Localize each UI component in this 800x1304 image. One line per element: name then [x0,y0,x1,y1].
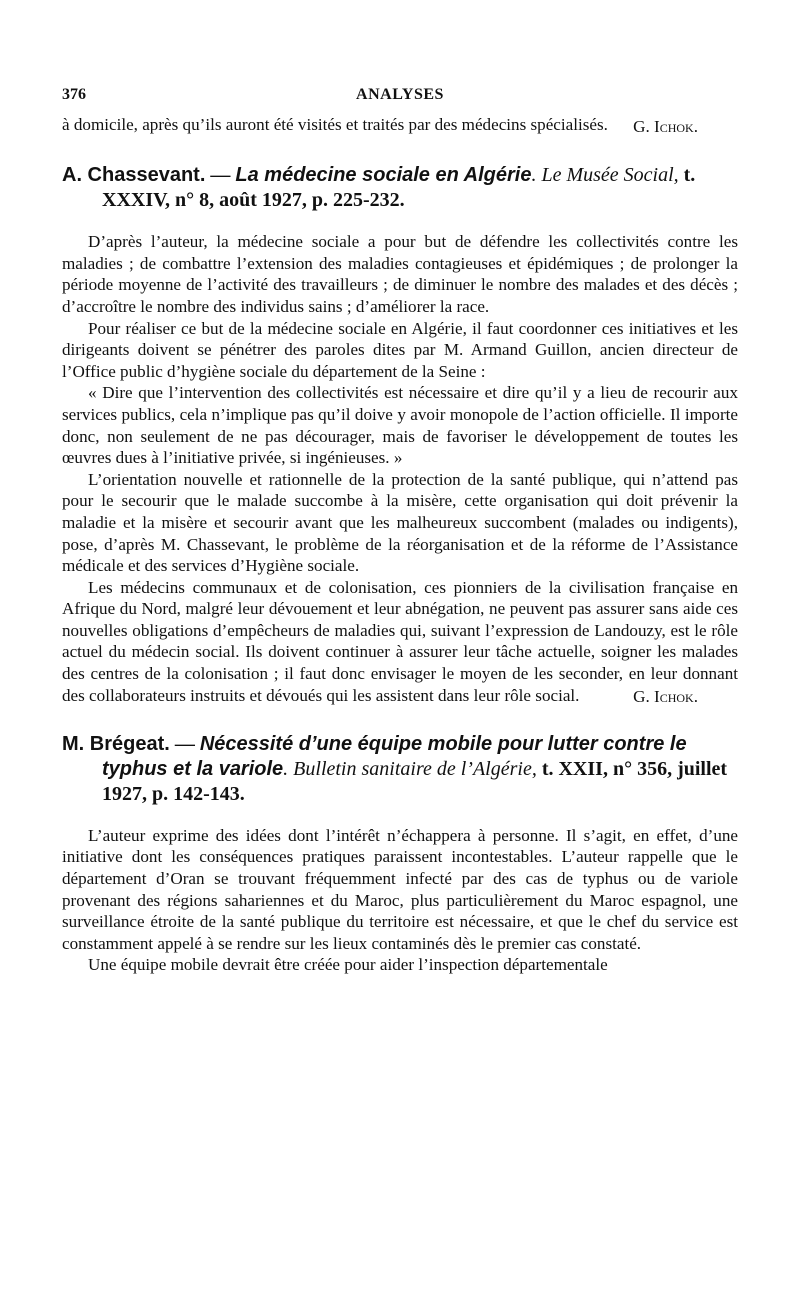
article-2-dash: — [169,732,200,755]
article-1-paragraph-1: D’après l’auteur, la médecine sociale a pour but de défendre les collectivités contre les maladies ; de combattre l’extension des maladies contagieuses et épidémiques ; de prolonger la période moyenne de l’activité des travailleurs ; de diminuer le nombre des malades et des décès ; d’accroître le nombre des individus sains ; d’améliorer la race. [62,232,738,316]
page-number: 376 [62,86,86,103]
article-1-reference: t. XXXIV, n° 8, août 1927, p. 225-232. [102,164,696,212]
article-1 [62,163,738,708]
article-1-paragraph-3: L’orientation nouvelle et rationnelle de la protection de la santé publique, qui n’attend pas pour le secourir que le malade succombe à la misère, cette organisation qui doit prévenir la maladie et la misère et secourir avant que les malheureux succombent (malades ou indigents), pose, d’après M. Chassevant, le problème de la réorganisation et de la réforme de l’Assistance médicale et des services d’Hygiène sociale. [62,469,738,576]
article-2-title: Nécessité d’une équipe mobile pour lutter contre le typhus et la variole [102,732,687,780]
article-1-paragraph-2: Pour réaliser ce but de la médecine sociale en Algérie, il faut coordonner ces initiatives et les dirigeants doivent se pénétrer des paroles dites par M. Armand Guillon, ancien directeur de l’Office public d’hygiène sociale du département de la Seine : [62,318,738,381]
intro-paragraph: à domicile, après qu’ils auront été visités et traités par des médecins spécialisés. [62,115,608,134]
article-1-paragraph-4: Les médecins communaux et de colonisation, ces pionniers de la civilisation française en Afrique du Nord, malgré leur dévouement et leur abnégation, ne peuvent pas assurer sans aide ces nouvelles obligations d’empêcheurs de maladies qui, suivant l’expression de Landouzy, est le rôle actuel du médecin social. Ils doivent continuer à assurer leur tâche actuelle, soigner les malades des centres de la colonisation ; il faut donc envisager le moyen de les seconder, en leur donnant des collaborateurs instruits et dévoués qui les assistent dans leur rôle social. [62,577,738,705]
document-page [62,84,738,976]
article-1-signature: G. Ichok. [633,687,698,707]
article-1-dash: — [205,164,236,187]
intro-signature: G. Ichok. [633,116,698,136]
article-2-author: M. Brégeat. [62,732,170,755]
article-1-title: La médecine sociale en Algérie [235,164,532,187]
article-2-paragraph-1: L’auteur exprime des idées dont l’intérêt n’échappera à personne. Il s’agit, en effet, d’une initiative dont les conséquences pratiques paraissent incontestables. L’auteur rappelle que le département d’Oran se trouvant fréquemment infecté par des cas de typhus ou de variole provenant des régions sahariennes et du Maroc, plus particulièrement du Maroc espagnol, une surveillance étroite de la santé publique du territoire est nécessaire, et que le chef du service est constamment appelé à se rendre sur les lieux contaminés dès le premier cas constaté. [62,825,738,953]
running-header [62,84,738,114]
running-title: ANALYSES [356,86,444,103]
article-1-heading [62,163,738,213]
article-1-author: A. Chassevant. [62,164,206,187]
article-1-journal: . Le Musée Social, [531,164,679,187]
article-2-heading [62,732,738,807]
article-2 [62,732,738,976]
article-1-quote: « Dire que l’intervention des collectivités est nécessaire et dire qu’il y a lieu de recourir aux services publics, cela n’implique pas qu’il doive y avoir monopole de l’action officielle. Il importe donc, non seulement de ne pas décourager, mais de favoriser le développement de toutes les œuvres dues à l’initiative privée, si ingénieuses. » [62,383,738,468]
article-2-reference: t. XXII, n° 356, juillet 1927, p. 142-143. [102,757,728,805]
article-2-journal: . Bulletin sanitaire de l’Algérie, [283,757,537,780]
article-2-paragraph-2: Une équipe mobile devrait être créée pour aider l’inspection départementale [88,955,608,975]
